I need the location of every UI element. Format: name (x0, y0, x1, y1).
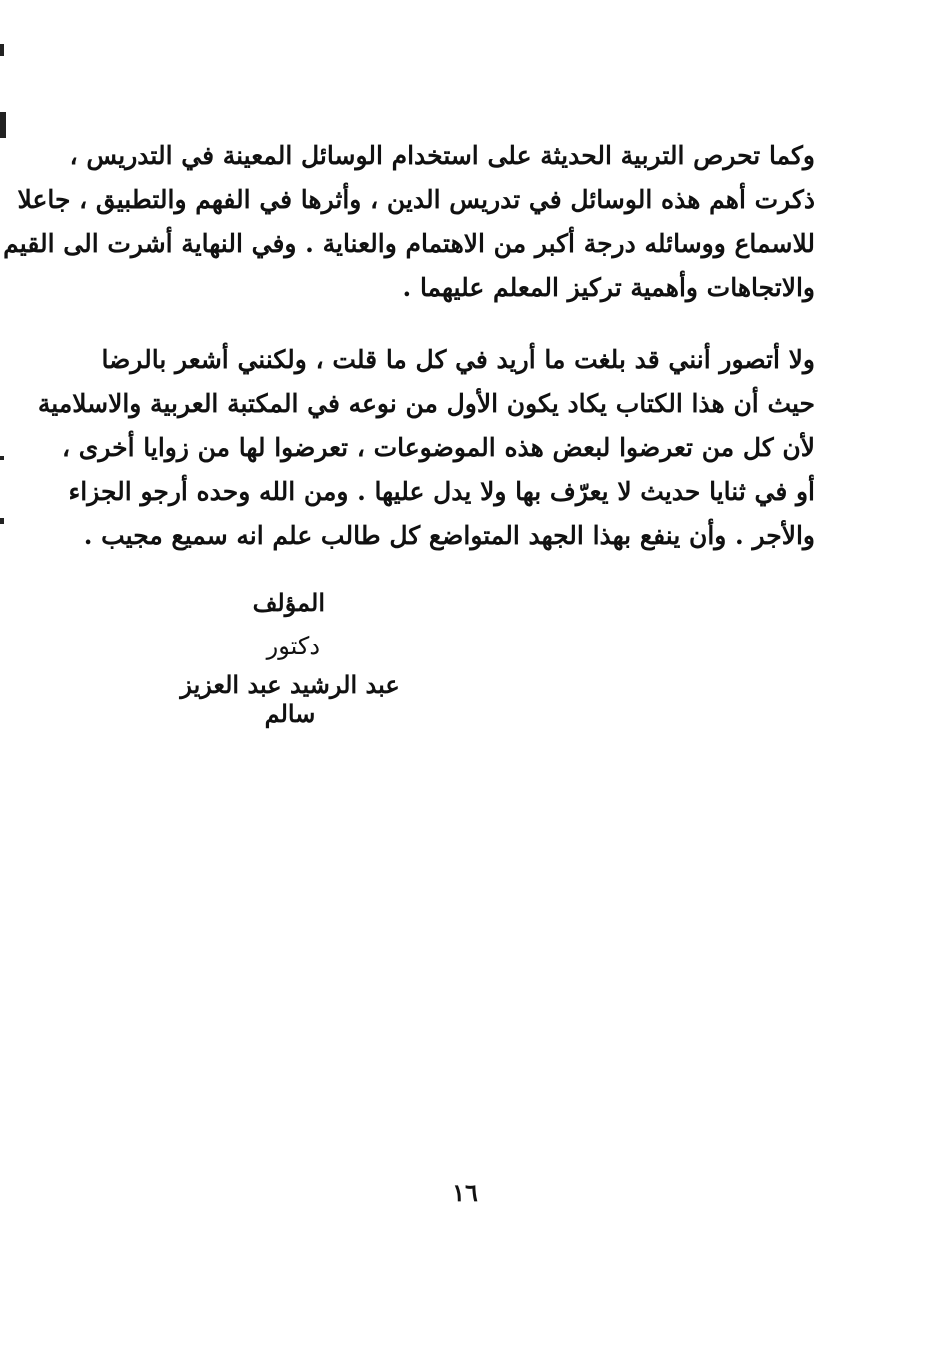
scan-edge-mark (0, 456, 4, 460)
text-line: ولا أتصور أنني قد بلغت ما أريد في كل ما قلت ، ولكنني أشعر بالرضا (101, 345, 815, 374)
text-line: لأن كل من تعرضوا لبعض هذه الموضوعات ، تعرضوا لها من زوايا أخرى ، (62, 433, 815, 462)
signature-title: دكتور (266, 632, 320, 660)
paragraph-2 (37, 338, 815, 558)
scan-edge-mark (0, 112, 6, 138)
text-line: أو في ثنايا حديث لا يعرّف بها ولا يدل عليها . ومن الله وحده أرجو الجزاء (68, 477, 815, 506)
page-number: ١٦ (452, 1178, 478, 1207)
text-line: والأجر . وأن ينفع بهذا الجهد المتواضع كل طالب علم انه سميع مجيب . (83, 521, 815, 550)
author-name: عبد الرشيد عبد العزيز سالم (180, 670, 400, 728)
signature-role: المؤلف (252, 588, 325, 617)
text-line: للاسماع ووسائله درجة أكبر من الاهتمام والعناية . وفي النهاية أشرت الى القيم (3, 229, 815, 258)
paragraph-1 (3, 134, 815, 310)
text-line: والاتجاهات وأهمية تركيز المعلم عليهما . (402, 273, 815, 302)
text-line: وكما تحرص التربية الحديثة على استخدام الوسائل المعينة في التدريس ، (69, 141, 815, 170)
scan-edge-mark (0, 518, 4, 524)
text-line: ذكرت أهم هذه الوسائل في تدريس الدين ، وأثرها في الفهم والتطبيق ، جاعلا (17, 185, 815, 214)
scan-edge-mark (0, 44, 4, 56)
text-line: حيث أن هذا الكتاب يكاد يكون الأول من نوعه في المكتبة العربية والاسلامية (37, 389, 815, 418)
